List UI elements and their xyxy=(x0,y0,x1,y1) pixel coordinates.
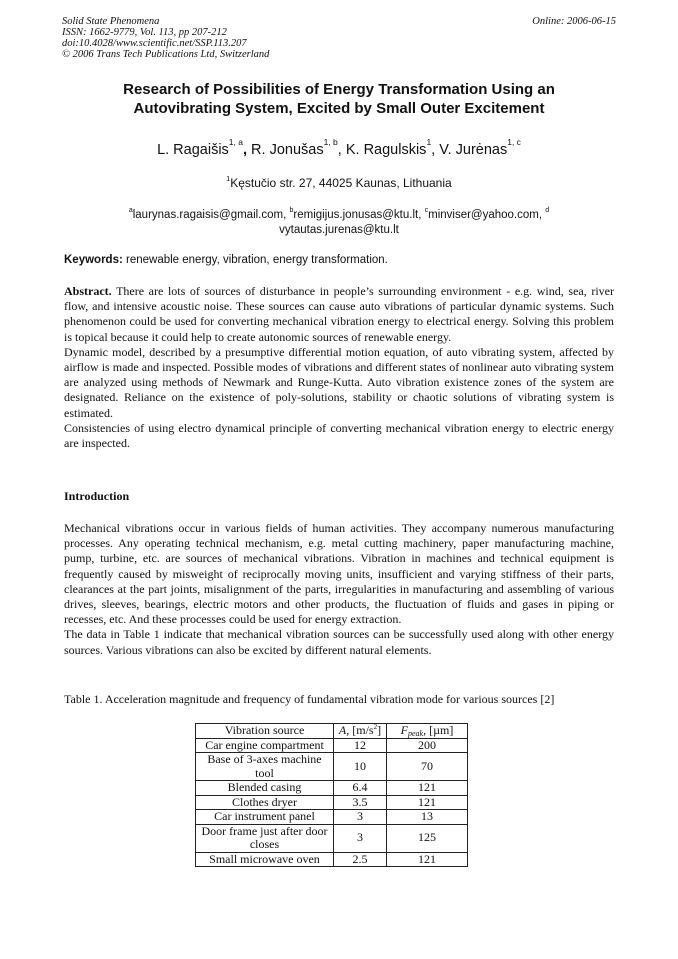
journal-copyright: © 2006 Trans Tech Publications Ltd, Switzerland xyxy=(62,49,270,60)
paper-title xyxy=(70,80,608,118)
table-row xyxy=(196,795,468,810)
table-header-row xyxy=(196,724,468,739)
cell-acceleration: 12 xyxy=(334,738,387,753)
cell-acceleration: 3 xyxy=(334,810,387,825)
header-acceleration: A, $[m/s^2]$ xyxy=(334,724,387,739)
table-row xyxy=(196,824,468,852)
cell-acceleration: 3 xyxy=(334,824,387,852)
email-d: vytautas.jurenas@ktu.lt xyxy=(279,224,399,236)
abstract-label: Abstract. xyxy=(64,284,112,298)
email-a: laurynas.ragaisis@gmail.com xyxy=(132,209,284,221)
online-date: Online: 2006-06-15 xyxy=(532,16,616,27)
author-4: V. Jurėnas xyxy=(439,142,508,158)
email-c: minviser@yahoo.com xyxy=(428,209,539,221)
introduction-body xyxy=(64,521,614,658)
introduction-paragraph-2: The data in Table 1 indicate that mechanical vibration sources can be successfully used along with other energy sources. Various vibrations can also be excited by different natural elements. xyxy=(64,627,614,657)
abstract xyxy=(64,284,614,451)
cell-source: Car engine compartment xyxy=(196,738,334,753)
affiliation-text: Kęstučio str. 27, 44025 Kaunas, Lithuania xyxy=(230,176,452,190)
affiliation xyxy=(40,176,638,191)
cell-source: Blended casing xyxy=(196,781,334,796)
cell-source: Base of 3-axes machine tool xyxy=(196,753,334,781)
cell-acceleration: 10 xyxy=(334,753,387,781)
affiliation-sup: 1 xyxy=(226,176,231,183)
author-list: L. Ragaišis$^{1, a}$, R. Jonušas$^{1, b}$, K. Ragulskis$^1$, V. Jurėnas$^{1, c}$ xyxy=(157,137,521,158)
cell-peak: 70 xyxy=(387,753,468,781)
author-2-sup: 1, b xyxy=(323,137,338,147)
vibration-sources-table xyxy=(195,723,468,867)
table-row xyxy=(196,810,468,825)
title-line-2: Autovibrating System, Excited by Small Outer Excitement xyxy=(133,100,545,117)
cell-peak: 121 xyxy=(387,795,468,810)
introduction-heading: Introduction xyxy=(64,489,130,503)
cell-source: Door frame just after door closes xyxy=(196,824,334,852)
keywords-text: renewable energy, vibration, energy transformation. xyxy=(126,254,388,266)
author-1-sup: 1, a xyxy=(228,137,243,147)
cell-peak: 121 xyxy=(387,781,468,796)
table-row xyxy=(196,738,468,753)
table-caption: Table 1. Acceleration magnitude and frequency of fundamental vibration mode for various sources [2] xyxy=(64,692,555,706)
cell-source: Car instrument panel xyxy=(196,810,334,825)
keywords-label: Keywords: xyxy=(64,254,123,266)
abstract-paragraph-2: Dynamic model, described by a presumptive differential motion equation, of auto vibrating system, affected by airflow is made and inspected. Possible modes of vibrations and different states of nonlinear auto vibrating system are analyzed using methods of Newmark and Runge-Kutta. Auto vibration existence zones of the system are designated. Reliance on the existence of poly-solutions, stability or chaotic solutions of vibrating system is estimated. xyxy=(64,344,614,420)
table-row xyxy=(196,753,468,781)
header-vibration-source: Vibration source xyxy=(196,724,334,739)
cell-acceleration: 6.4 xyxy=(334,781,387,796)
keywords xyxy=(64,253,388,268)
table-row xyxy=(196,852,468,867)
header-peak: $F_{peak}$, [µm] xyxy=(387,724,468,739)
author-2: R. Jonušas xyxy=(251,142,324,158)
abstract-paragraph-3: Consistencies of using electro dynamical principle of converting mechanical vibration energy to electric energy are inspected. xyxy=(64,420,614,451)
author-1: L. Ragaišis xyxy=(157,142,229,158)
table-row xyxy=(196,781,468,796)
journal-issn: ISSN: 1662-9779, Vol. 113, pp 207-212 xyxy=(62,27,227,38)
title-line-1: Research of Possibilities of Energy Transformation Using an xyxy=(123,81,555,98)
journal-name: Solid State Phenomena xyxy=(62,16,160,27)
author-emails: $^a$laurynas.ragaisis@gmail.com, $^b$remigijus.jonusas@ktu.lt, $^c$minviser@yahoo.com, $^d$ vytautas.jurenas@ktu.lt xyxy=(128,207,550,236)
introduction-paragraph-1: Mechanical vibrations occur in various fields of human activities. They accompany numerous manufacturing processes. Any operating technical mechanism, e.g. metal cutting machinery, paper manufacturing machine, pump, turbine, etc. are sources of mechanical vibrations. Vibration in machines and technical equipment is frequently caused by misweight of reciprocally moving units, insufficient and varying stiffness of their parts, clearances at the part joints, misalignment of the parts, irregularities in manufacturing and assembling of various drives, sleeves, bearings, electric motors and other products, the fluctuation of fluids and gases in piping or recesses, etc. And these processes could be used for energy extraction. xyxy=(64,521,614,627)
cell-peak: 121 xyxy=(387,852,468,867)
author-3: K. Ragulskis xyxy=(345,142,427,158)
abstract-paragraph-1: Abstract. There are lots of sources of disturbance in people’s surrounding environment - e.g. wind, sea, river flow, and intensive acoustic noise. These sources can cause auto vibrations of particular dynamic systems. Such phenomenon could be used for converting mechanical vibration energy to electrical energy. Solving this problem is topical because it could help to create autonomic sources of renewable energy. xyxy=(64,284,614,344)
author-4-sup: 1, c xyxy=(507,137,521,147)
cell-source: Clothes dryer xyxy=(196,795,334,810)
cell-acceleration: 2.5 xyxy=(334,852,387,867)
journal-header xyxy=(62,16,269,60)
cell-peak: 125 xyxy=(387,824,468,852)
email-b: remigijus.jonusas@ktu.lt xyxy=(293,209,419,221)
cell-peak: 200 xyxy=(387,738,468,753)
journal-doi: doi:10.4028/www.scientific.net/SSP.113.207 xyxy=(62,38,247,49)
cell-acceleration: 3.5 xyxy=(334,795,387,810)
cell-peak: 13 xyxy=(387,810,468,825)
author-3-sup: 1 xyxy=(426,137,432,147)
cell-source: Small microwave oven xyxy=(196,852,334,867)
